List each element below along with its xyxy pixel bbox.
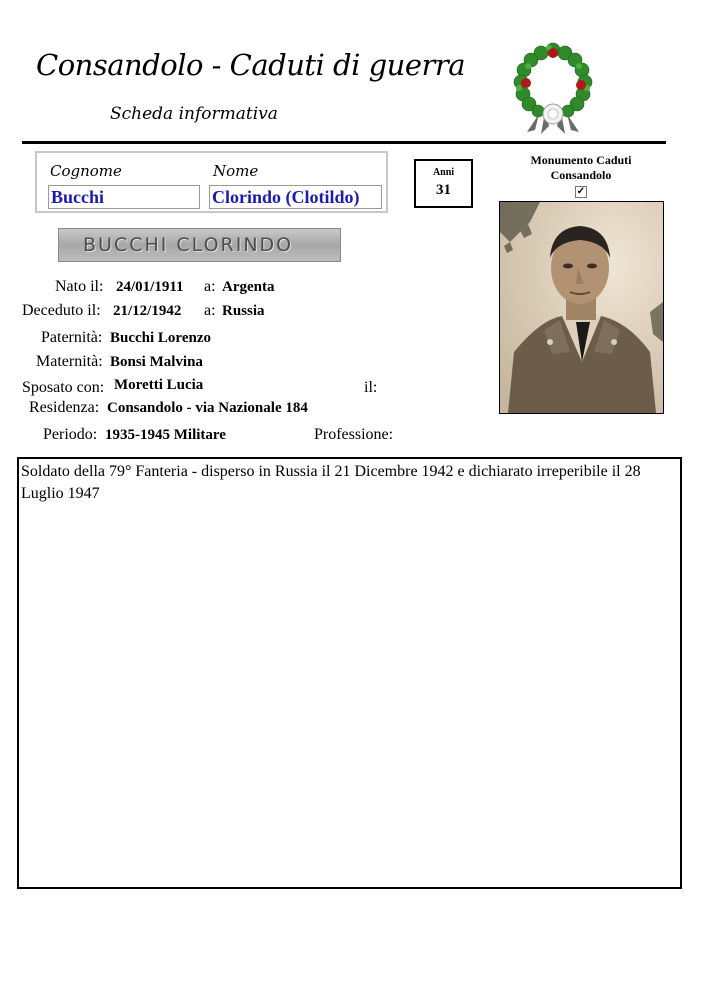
laurel-wreath-icon	[505, 42, 601, 136]
paternita-value: Bucchi Lorenzo	[110, 330, 211, 346]
monument-label: Monumento Caduti Consandolo	[530, 153, 632, 182]
sposato-label: Sposato con:	[22, 379, 105, 396]
cognome-field[interactable]: Bucchi	[48, 185, 200, 209]
residenza-label: Residenza:	[29, 399, 100, 416]
name-plaque: BUCCHI CLORINDO	[58, 228, 341, 262]
nato-place: Argenta	[222, 279, 275, 295]
nome-label: Nome	[213, 162, 259, 180]
soldier-portrait-photo	[499, 201, 664, 414]
sposato-il-label: il:	[364, 379, 378, 396]
monument-block	[520, 153, 642, 198]
anni-box	[414, 159, 473, 208]
nome-field[interactable]: Clorindo (Clotildo)	[209, 185, 382, 209]
periodo-label: Periodo:	[43, 426, 98, 443]
maternita-value: Bonsi Malvina	[110, 354, 203, 370]
sposato-value: Moretti Lucia	[114, 377, 204, 393]
nato-a-label: a:	[204, 278, 216, 295]
nato-label: Nato il:	[55, 278, 104, 295]
deceduto-a-label: a:	[204, 302, 216, 319]
page-subtitle: Scheda informativa	[110, 104, 278, 124]
deceduto-date: 21/12/1942	[113, 303, 182, 319]
notes-box[interactable]: Soldato della 79° Fanteria - disperso in Russia il 21 Dicembre 1942 e dichiarato irreperibile il 28 Luglio 1947	[17, 457, 682, 889]
header-rule	[22, 141, 666, 144]
deceduto-place: Russia	[222, 303, 265, 319]
anni-label: Anni	[432, 167, 455, 178]
anni-value: 31	[436, 182, 451, 198]
professione-label: Professione:	[314, 426, 394, 443]
monument-checkbox[interactable]: ✓	[576, 186, 586, 197]
residenza-value: Consandolo - via Nazionale 184	[107, 400, 308, 416]
maternita-label: Maternità:	[36, 353, 103, 370]
nato-date: 24/01/1911	[116, 279, 184, 295]
periodo-value: 1935-1945 Militare	[105, 427, 226, 443]
page-title: Consandolo - Caduti di guerra	[36, 48, 466, 82]
cognome-label: Cognome	[50, 162, 122, 180]
deceduto-label: Deceduto il:	[22, 302, 101, 319]
paternita-label: Paternità:	[41, 329, 103, 346]
